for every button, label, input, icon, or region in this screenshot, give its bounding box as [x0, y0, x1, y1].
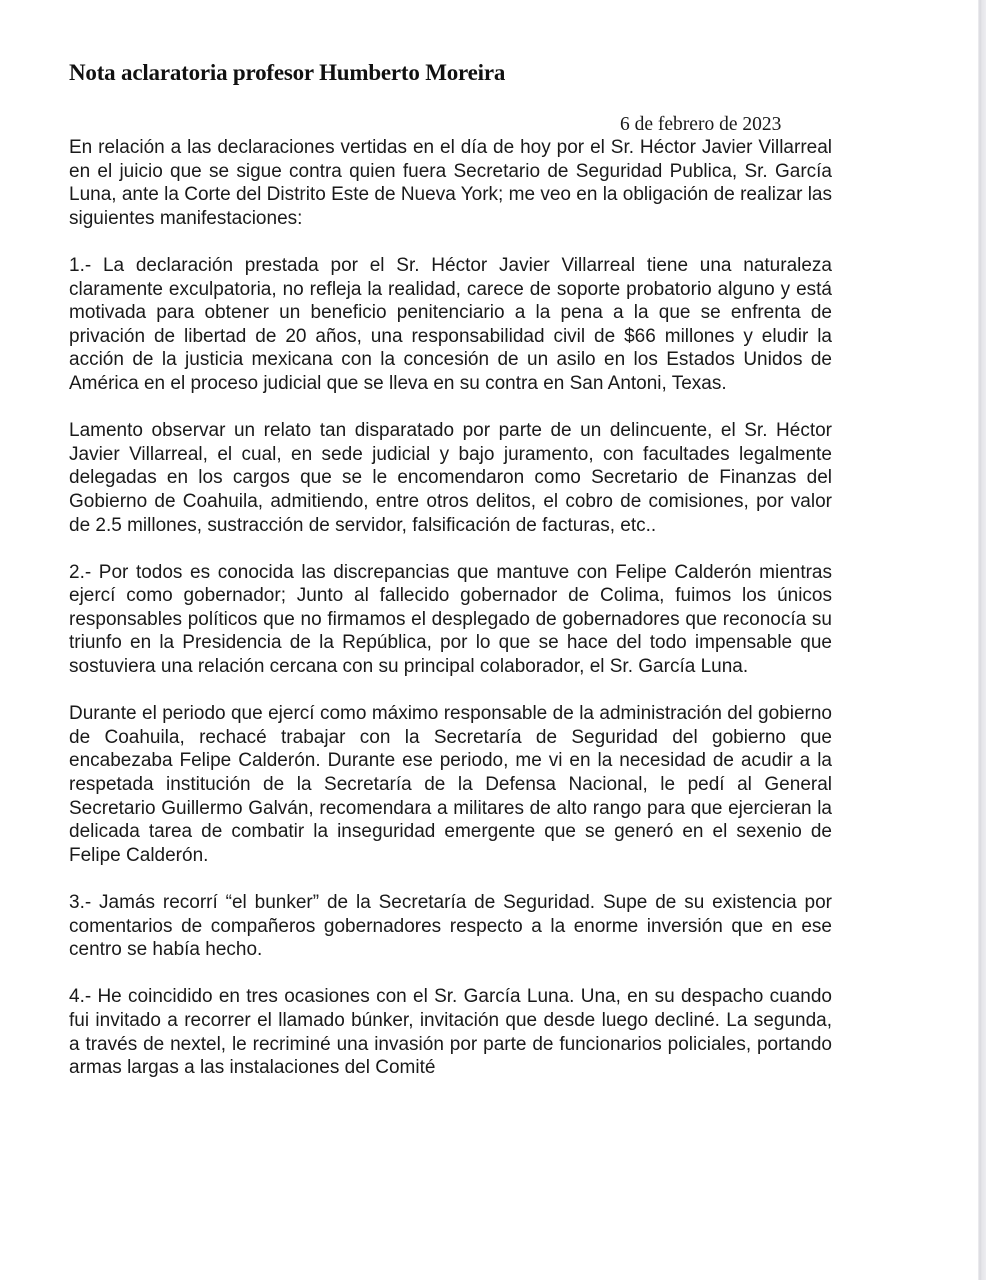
intro-paragraph: En relación a las declaraciones vertidas en el día de hoy por el Sr. Héctor Javier Villarreal en el juicio que se sigue contra quien fuera Secretario de Seguridad Publica, Sr. García Luna, ante la Corte del Distrito Este de Nueva York; me veo en la obligación de realizar las siguientes manifestaciones:	[69, 137, 832, 229]
point-4-paragraph: 4.- He coincidido en tres ocasiones con el Sr. García Luna. Una, en su despacho cuando fui invitado a recorrer el llamado búnker, invitación que desde luego decliné. La segunda, a través de nextel, le recriminé una invasión por parte de funcionarios policiales, portando armas largas a las instalaciones del Comité	[69, 986, 832, 1079]
point-2-followup-paragraph: Durante el periodo que ejercí como máximo responsable de la administración del gobierno de Coahuila, rechacé trabajar con la Secretaría de Seguridad del gobierno que encabezaba Felipe Calderón. Durante ese periodo, me vi en la necesidad de acudir a la respetada institución de la Secretaría de la Defensa Nacional, le pedí al General Secretario Guillermo Galván, recomendara a militares de alto rango para que ejercieran la delicada tarea de combatir la inseguridad emergente que se generó en el sexenio de Felipe Calderón.	[69, 703, 832, 866]
point-1-paragraph: 1.- La declaración prestada por el Sr. Héctor Javier Villarreal tiene una naturaleza claramente exculpatoria, no refleja la realidad, carece de soporte probatorio alguno y está motivada para obtener un beneficio penitenciario a la pena a la que se enfrenta de privación de libertad de 20 años, una responsabilidad civil de $66 millones y eludir la acción de la justicia mexicana con la concesión de un asilo en los Estados Unidos de América en el proceso judicial que se lleva en su contra en San Antoni, Texas.	[69, 254, 832, 394]
point-1-followup-paragraph: Lamento observar un relato tan disparatado por parte de un delincuente, el Sr. Héctor Javier Villarreal, el cual, en sede judicial y bajo juramento, con facultades legalmente delegadas en los cargos que se le encomendaron como Secretario de Finanzas del Gobierno de Coahuila, admitiendo, entre otros delitos, el cobro de comisiones, por valor de 2.5 millones, sustracción de servidor, falsificación de facturas, etc..	[69, 420, 832, 536]
point-2-paragraph: 2.- Por todos es conocida las discrepancias que mantuve con Felipe Calderón mientras ejercí como gobernador; Junto al fallecido gobernador de Colima, fuimos los únicos responsables políticos que no firmamos el desplegado de gobernadores que reconocía su triunfo en la Presidencia de la República, por lo que se hace del todo impensable que sostuviera una relación cercana con su principal colaborador, el Sr. García Luna.	[69, 561, 832, 678]
document-date: 6 de febrero de 2023	[620, 114, 782, 135]
point-3-paragraph: 3.- Jamás recorrí “el bunker” de la Secretaría de Seguridad. Supe de su existencia por comentarios de compañeros gobernadores respecto a la enorme inversión que en ese centro se había hecho.	[69, 892, 832, 961]
document-body	[69, 136, 832, 1103]
document-title: Nota aclaratoria profesor Humberto Moreira	[69, 60, 506, 85]
page-edge-shadow	[978, 0, 986, 1280]
